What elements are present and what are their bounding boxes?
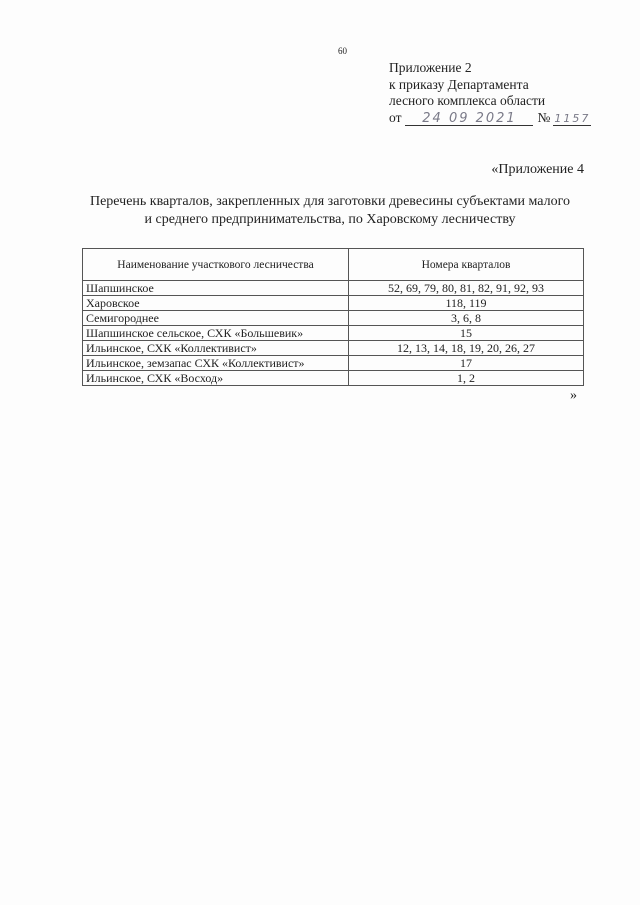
closing-quote: » — [570, 388, 577, 403]
forestry-name: Харовское — [83, 296, 349, 311]
annex-line-3: лесного комплекса области — [389, 93, 546, 108]
title-line-1: Перечень кварталов, закрепленных для заготовки древесины субъектами малого — [89, 194, 571, 209]
quarter-numbers: 15 — [349, 326, 584, 341]
quarter-numbers: 17 — [349, 356, 584, 371]
quarter-numbers: 118, 119 — [349, 296, 584, 311]
table-row — [83, 326, 584, 341]
page-number: 60 — [338, 46, 347, 56]
annex-line-1: Приложение 2 — [389, 60, 472, 75]
table-row — [83, 281, 584, 296]
title-line-2: и среднего предпринимательства, по Харовскому лесничеству — [144, 212, 516, 227]
table-row — [83, 296, 584, 311]
quarter-numbers: 12, 13, 14, 18, 19, 20, 26, 27 — [349, 341, 584, 356]
quarters-table — [82, 248, 584, 386]
table-row — [83, 356, 584, 371]
forestry-name: Семигороднее — [83, 311, 349, 326]
table-row — [83, 311, 584, 326]
header-forestry-name: Наименование участкового лесничества — [83, 249, 349, 281]
table-row — [83, 371, 584, 386]
handwritten-number: 1157 — [554, 111, 591, 125]
number-label: № — [537, 109, 551, 125]
forestry-name: Шапшинское сельское, СХК «Большевик» — [83, 326, 349, 341]
forestry-name: Ильинское, СХК «Восход» — [83, 371, 349, 386]
table-header-row — [83, 249, 584, 281]
from-label: от — [389, 109, 402, 125]
annex-reference: «Приложение 4 — [491, 162, 584, 177]
annex-date-line — [389, 110, 591, 127]
annex-header — [389, 60, 591, 126]
header-quarter-numbers: Номера кварталов — [349, 249, 584, 281]
forestry-name: Шапшинское — [83, 281, 349, 296]
handwritten-date: 24 09 2021 — [405, 112, 533, 126]
annex-line-2: к приказу Департамента — [389, 76, 529, 92]
quarter-numbers: 3, 6, 8 — [349, 311, 584, 326]
table-row — [83, 341, 584, 356]
quarter-numbers: 52, 69, 79, 80, 81, 82, 91, 92, 93 — [349, 281, 584, 296]
forestry-name: Ильинское, СХК «Коллективист» — [83, 341, 349, 356]
document-title — [70, 193, 590, 229]
forestry-name: Ильинское, земзапас СХК «Коллективист» — [83, 356, 349, 371]
quarter-numbers: 1, 2 — [349, 371, 584, 386]
